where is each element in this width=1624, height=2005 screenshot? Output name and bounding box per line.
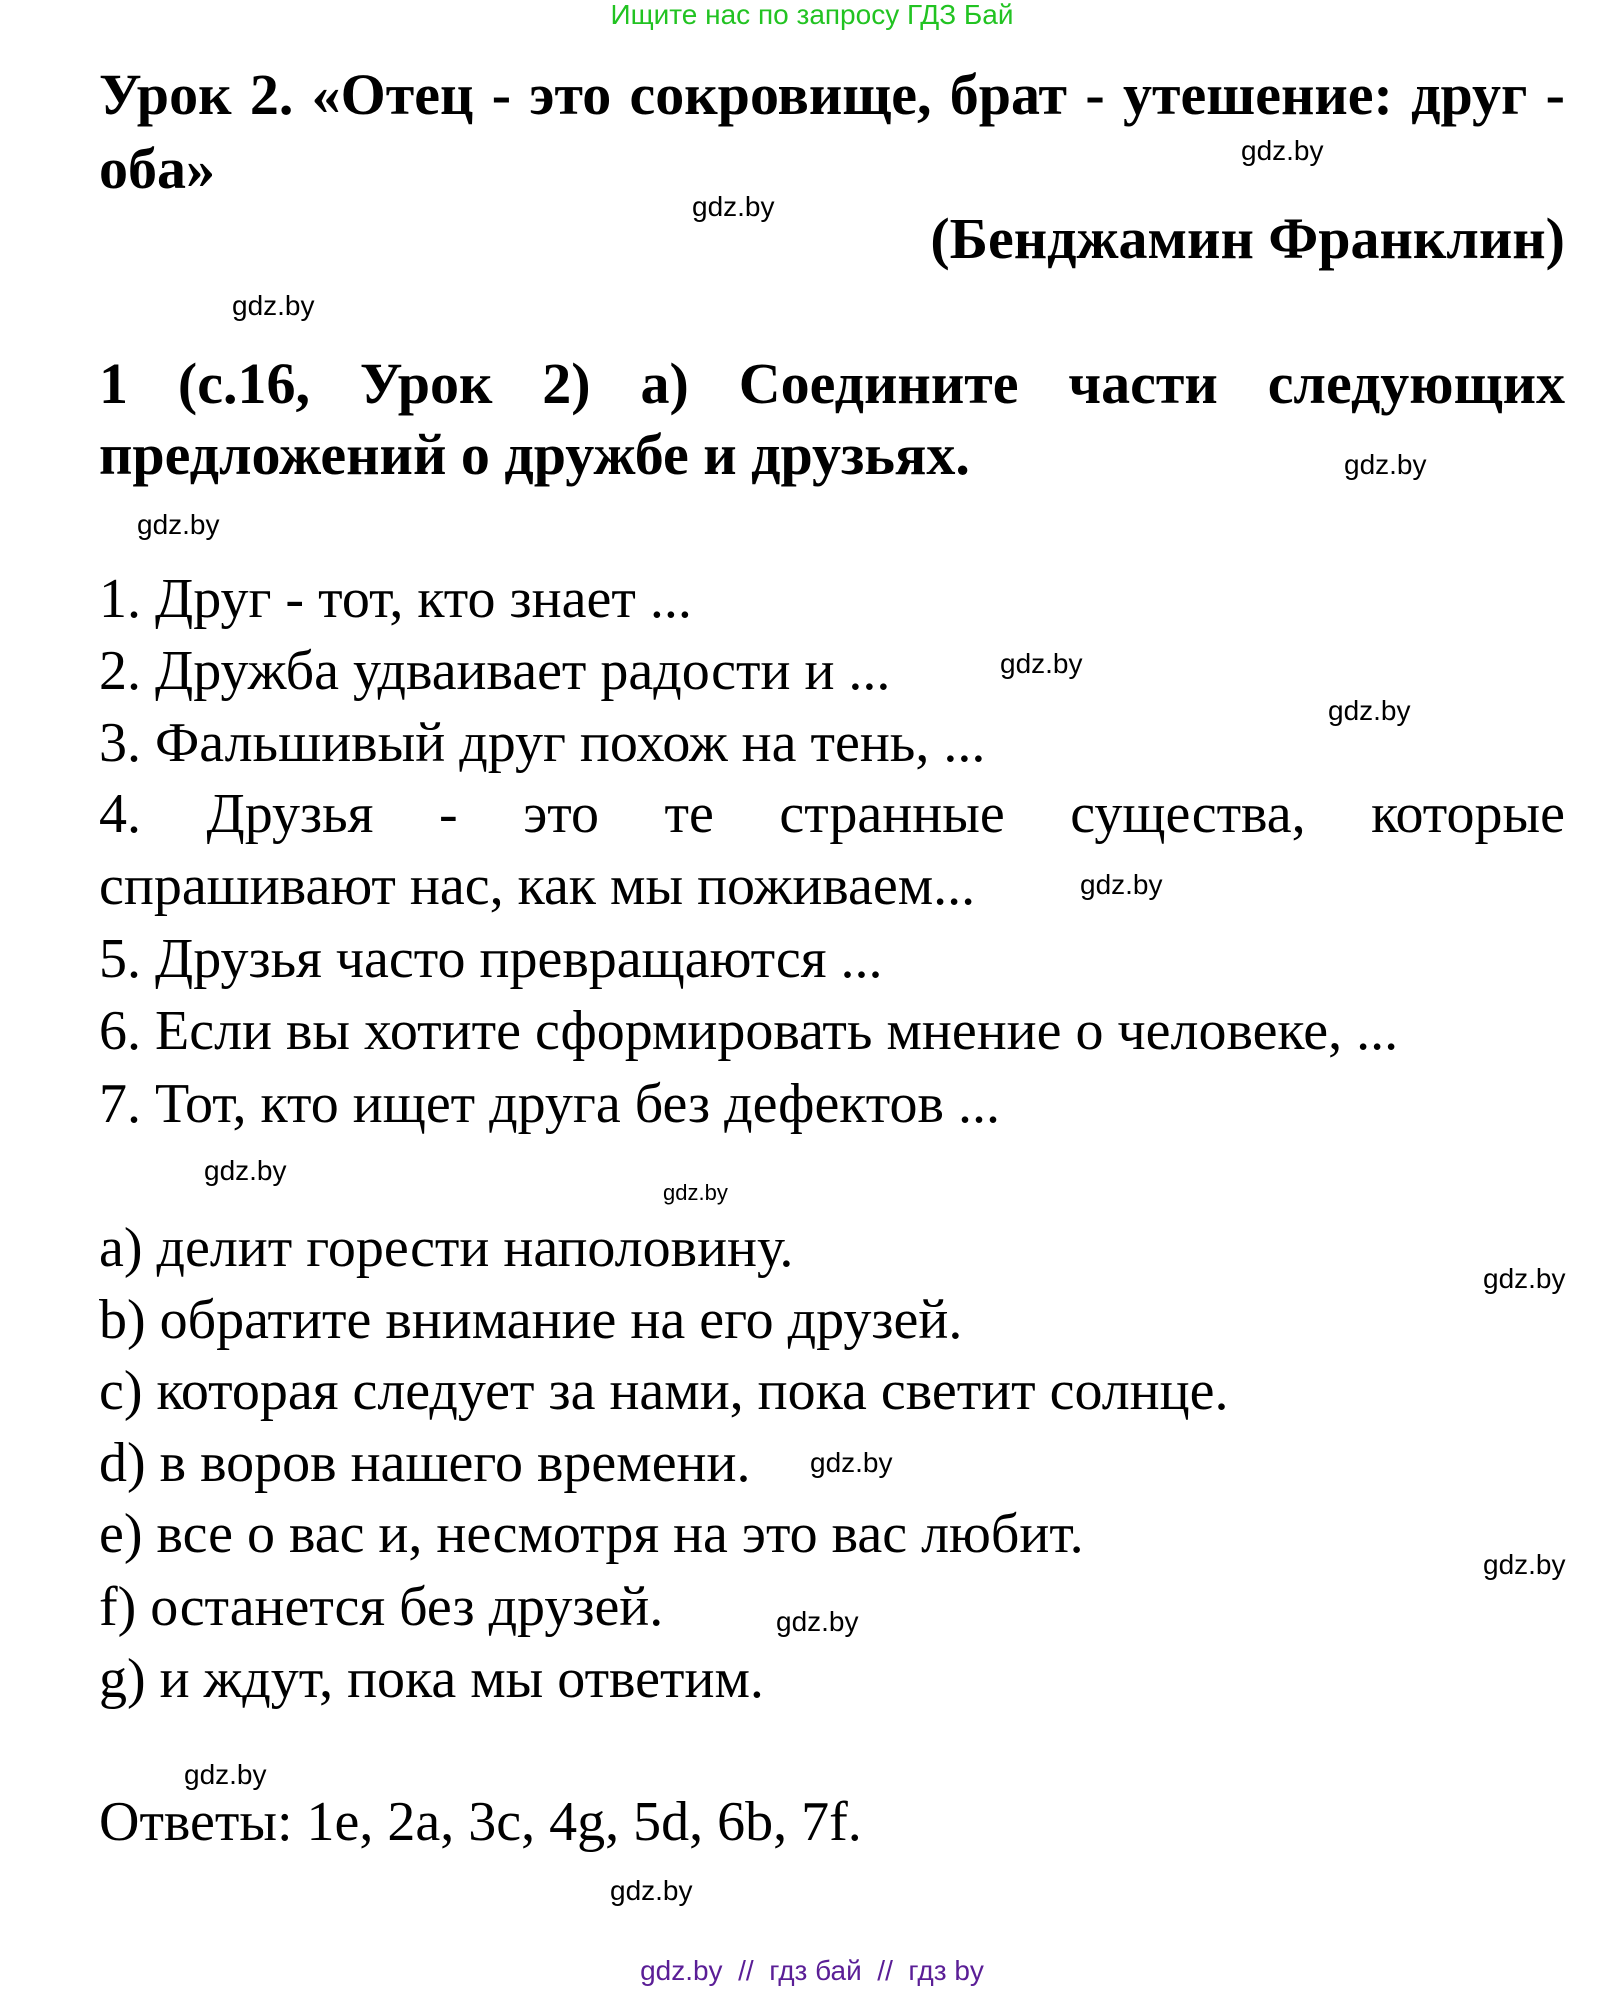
watermark: gdz.by [1241,135,1324,166]
ending-e: e) все о вас и, несмотря на это вас любит. [99,1503,1084,1565]
watermark: gdz.by [810,1447,893,1478]
watermark: gdz.by [1328,695,1411,726]
sentence-start-1: 1. Друг - тот, кто знает ... [99,568,692,630]
watermark: gdz.by [1000,648,1083,679]
watermark: gdz.by [1483,1263,1566,1294]
watermark: gdz.by [137,509,220,540]
watermark: gdz.by [1344,449,1427,480]
sentence-start-2: 2. Дружба удваивает радости и ... [99,640,891,702]
watermark: gdz.by [663,1180,728,1205]
ending-c: c) которая следует за нами, пока светит солнце. [99,1360,1229,1422]
ending-d: d) в воров нашего времени. [99,1432,751,1494]
ending-f: f) останется без друзей. [99,1576,664,1638]
footer-links[interactable]: gdz.by // гдз бай // гдз by [640,1955,984,1986]
answers: Ответы: 1e, 2a, 3c, 4g, 5d, 6b, 7f. [99,1791,862,1853]
ending-b: b) обратите внимание на его друзей. [99,1289,963,1351]
watermark: gdz.by [776,1606,859,1637]
watermark: gdz.by [204,1155,287,1186]
sentence-start-6: 6. Если вы хотите сформировать мнение о человеке, ... [99,1000,1399,1062]
watermark: gdz.by [1080,869,1163,900]
watermark: gdz.by [184,1759,267,1790]
lesson-title-line2: оба» [99,136,215,201]
ending-a: a) делит горести наполовину. [99,1217,794,1279]
watermark: gdz.by [1483,1549,1566,1580]
task-heading-line2: предложений о дружбе и друзьях. [99,422,970,487]
ending-g: g) и ждут, пока мы ответим. [99,1648,764,1710]
lesson-title-line1: Урок 2. «Отец - это сокровище, брат - утешение: друг - [99,62,1565,127]
sentence-start-7: 7. Тот, кто ищет друга без дефектов ... [99,1073,1000,1135]
sentence-start-5: 5. Друзья часто превращаются ... [99,928,883,990]
quote-author: (Бенджамин Франклин) [930,206,1565,271]
watermark: gdz.by [610,1875,693,1906]
search-banner: Ищите нас по запросу ГДЗ Бай [610,0,1014,30]
sentence-start-4-cont: спрашивают нас, как мы поживаем... [99,855,976,917]
watermark: gdz.by [232,290,315,321]
watermark: gdz.by [692,191,775,222]
sentence-start-3: 3. Фальшивый друг похож на тень, ... [99,712,986,774]
task-heading-line1: 1 (с.16, Урок 2) а) Соедините части следующих [99,351,1565,416]
sentence-start-4: 4. Друзья - это те странные существа, которые [99,783,1565,845]
